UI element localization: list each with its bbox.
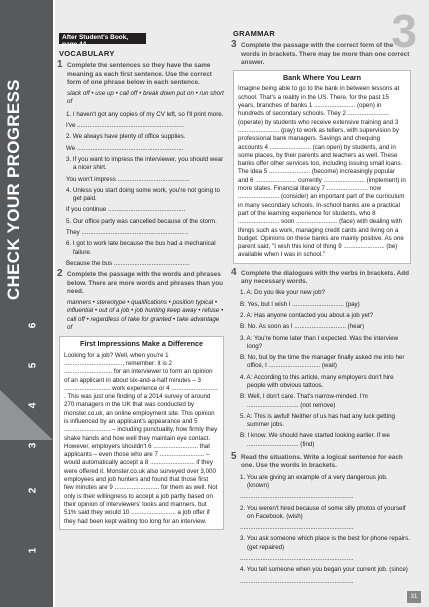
- ex3-passage: [233, 70, 411, 264]
- grammar-heading: GRAMMAR: [233, 29, 276, 38]
- right-column: [233, 30, 411, 589]
- unit-4: 4: [27, 402, 39, 409]
- ex1-items: 1. I haven't got any copies of my CV left, so I'll print more. I've .............................................................. 2. We always have plenty of office supplies. We .............................................................. 3. If you want to impress the interviewer, you should wear a nicer shirt. You won't impress .......................................... 4. Unless you start doing some work, you're not going to get paid. If you continue ............................................. 5. Our office party was cancelled because of the storm. They .............................................................. 6. I got to work late because the bus had a mechanical failure. Because the bus ............................................: [66, 110, 224, 267]
- ex2-passage: [59, 336, 224, 530]
- ex1-instruction: 1 Complete the sentences so they have the same meaning as each first sentence. Use the correct form of one phrase below in each sentence.: [57, 59, 212, 86]
- ex2-text: Looking for a job? Well, when you're 1 .................................., remember: it is 2 ............................ for an interviewer to form an opinion of an applicant in about six-and-a-half minutes – 3 ........................... work experience or 4 ........................... . This was just one finding of a 2014 survey of around 270 managers in the UK that was conducted by monster.co.uk, an online employment site. This opinion is influenced by an applicant's appearance and 5 ........................... – including punctuality, how firmly they shake hands and how well they maintain eye contact. However, employers shouldn't 6 .......................... that applicants – even those who are 7 .......................... – would automatically accept a 8 .......................... if they were offered it. Monster.co.uk also surveyed over 3,000 employees and job hunters and found that those first few minutes are 9 .......................... for them as well. Not only is their willingness to accept a job partly based on their opinion of interviewers' looks and manners, but 51% said they would 10 .......................... a job offer if they had been kept waiting too long for an interview.: [64, 351, 218, 525]
- ex3-instruction: 3 Complete the passage with the correct form of the words in brackets. There may be more than one correct answer.: [231, 39, 410, 66]
- ex4-dialogues: 1. A: Do you like your new job? B: Yes, but I wish I .............................. (pay) 2. A: Has anyone contacted you about a job yet? B: No. As soon as I .............................. (hear) 3. A: You're home later than I expected. Was the interview long? B: No, but by the time the manager finally asked me into her office, I .............................. (wait) 4. A: According to this article, many employers don't hire people with obvious tattoos. B: Well, I don't care. That's narrow-minded. I'm .............................. (not remove) 5. A: This is awful! Neither of us has had any luck getting summer jobs. B: I know. We should have started looking earlier. If we .............................. (find): [240, 289, 405, 448]
- page-number: 31: [407, 591, 421, 603]
- side-title: CHECK YOUR PROGRESS: [4, 79, 23, 300]
- unit-6: 6: [27, 322, 39, 329]
- ex5-instruction: 5 Read the situations. Write a logical sentence for each one. Use the words in brackets.: [231, 451, 403, 470]
- unit-3: 3: [27, 442, 39, 449]
- left-column: [59, 50, 224, 533]
- unit-5: 5: [27, 362, 39, 369]
- ex2-words: manners • stereotype • qualifications • position typical • influential • out of a job • job hunting keep away • refuse • call off • regardless of take for granted • take advantage of: [67, 299, 224, 332]
- side-triangle: [0, 390, 53, 440]
- unit-1: 1: [27, 547, 39, 554]
- ex5-items: 1. You are giving an example of a very dangerous job. (known) .................................................................. 2. You weren't hired because of some silly photos of yourself on Facebook. (wish) .................................................................. 3. You ask someone which place is the best for phone repairs. (get repaired) .................................................................. 4. You tell someone when you began your current job. (since) ..................................................................: [240, 473, 410, 585]
- ex3-title: Bank Where You Learn: [282, 73, 361, 83]
- ex4-instruction: 4 Complete the dialogues with the verbs in brackets. Add any necessary words.: [231, 266, 410, 286]
- ex3-text: Imagine being able to go to the bank in between lessons at school. That's a reality in the US. There, for the past 15 years, branches of banks 1 ........................ (open) in hundreds of secondary schools. They 2 ........................ (operate) by students who receive extensive training and 3 ........................ (pay) to work as tellers, with supervision by professional bank managers. Savings and chequing accounts 4 ........................ (can open) by students, and in some places, by their parents and teachers as well. These banks offer other services too, including issuing small loans. The idea 5 ........................ (become) increasingly popular and 6 ........................ currently ........................ (implement) in more states. Financial literacy 7 ........................ now ........................ (consider) an important part of the curriculum in many secondary schools. In-school banks are a practical part of the learning experience for students, who 8 ........................ soon ........................ (face) with dealing with things such as work, managing credit cards and living on a budget. Opinions on these banks are mainly positive. As one parent said, "I wish this kind of thing 9 ........................ (be) available when I was in school.": [238, 85, 406, 259]
- vocab-heading: VOCABULARY: [59, 49, 115, 58]
- book-reference: After Student's Book, page 44: [59, 33, 146, 44]
- ex2-instruction: 2 Complete the passage with the words and phrases below. There are more words and phrases than you need.: [57, 268, 224, 295]
- ex2-title: First Impressions Make a Difference: [79, 339, 204, 349]
- section-number: 3: [391, 5, 417, 57]
- ex1-words: slack off • use up • call off • break down put on • run short of: [67, 90, 224, 106]
- unit-2: 2: [27, 487, 39, 494]
